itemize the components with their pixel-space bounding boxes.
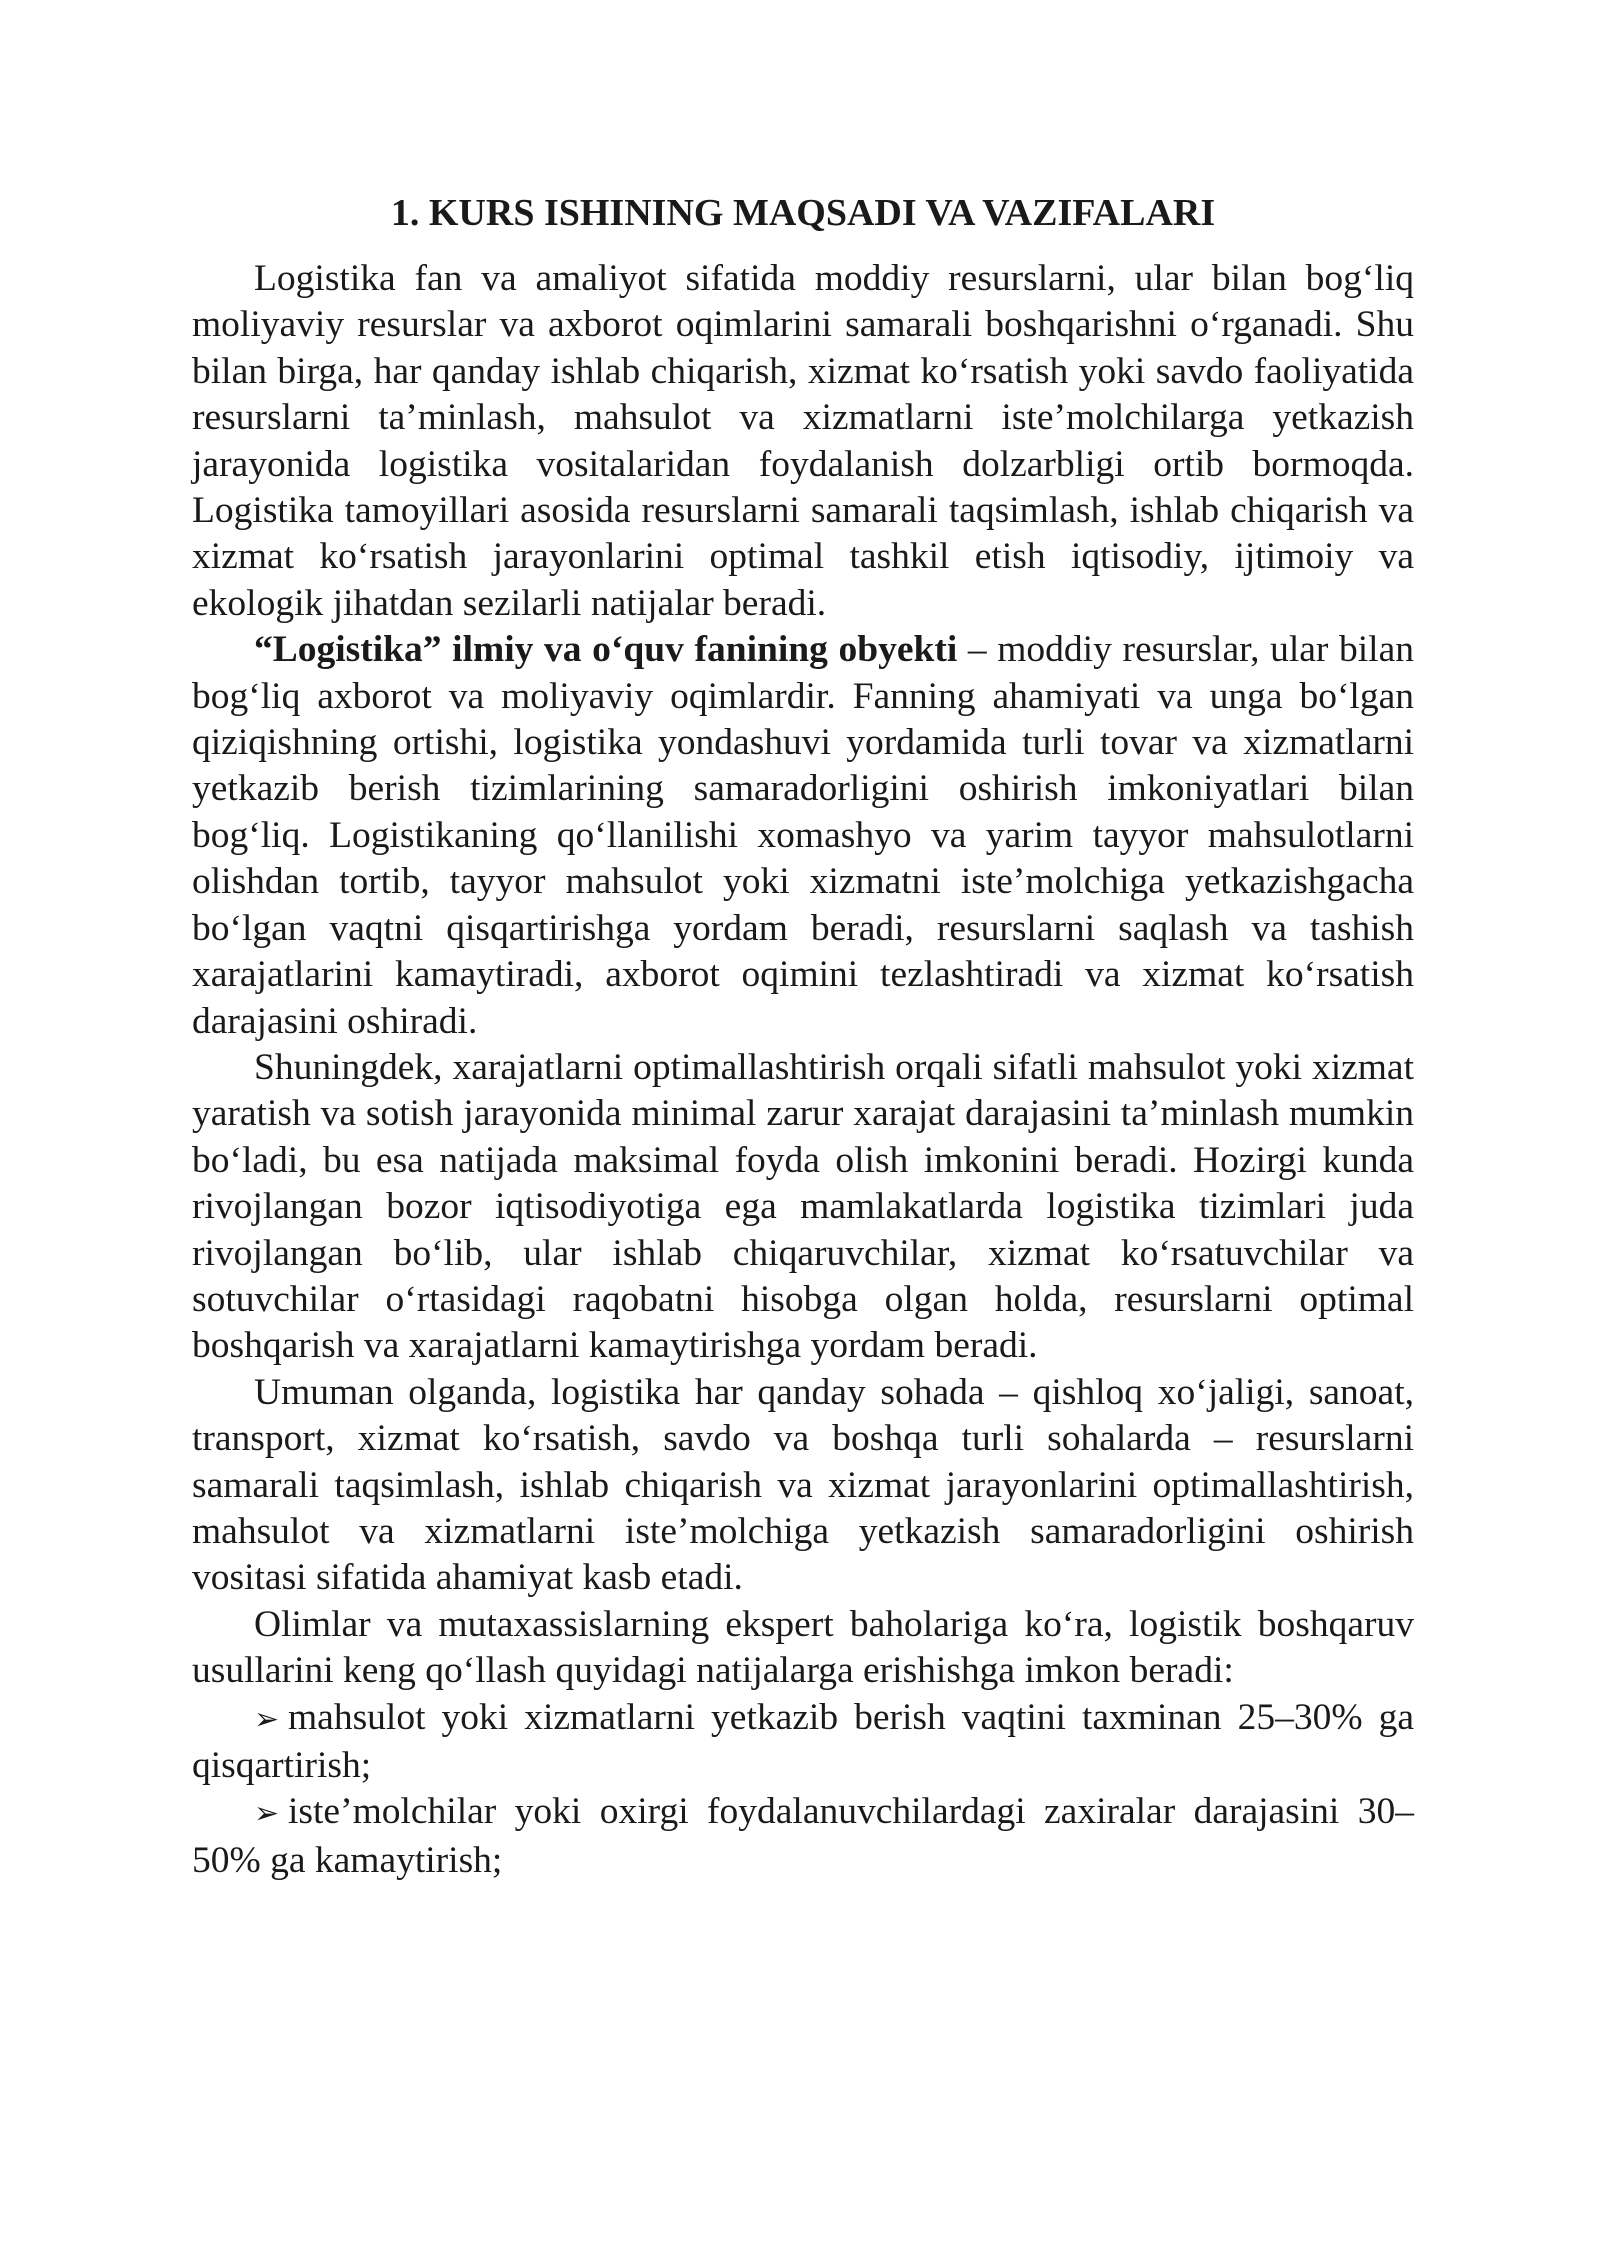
paragraph-2-bold-term: “Logistika” ilmiy va o‘quv fanining obyekti <box>254 629 958 671</box>
list-item-text: mahsulot yoki xizmatlarni yetkazib berish vaqtini taxminan 25–30% ga qisqartirish; <box>192 1696 1414 1786</box>
paragraph-2 <box>192 627 1414 1045</box>
section-title: 1. KURS ISHINING MAQSADI VA VAZIFALARI <box>390 192 1216 234</box>
paragraph-1-text: Logistika fan va amaliyot sifatida moddiy resurslarni, ular bilan bog‘liq moliyaviy resurslar va axborot oqimlarini samarali boshqarishni o‘rganadi. Shu bilan birga, har qanday ishlab chiqarish, xizmat ko‘rsatish yoki savdo faoliyatida resurslarni ta’minlash, mahsulot va xizmatlarni iste’molchilarga yetkazish jarayonida logistika vositalaridan foydalanish dolzarbligi ortib bormoqda. Logistika tamoyillari asosida resurslarni samarali taqsimlash, ishlab chiqarish va xizmat ko‘rsatish jarayonlarini optimal tashkil etish iqtisodiy, ijtimoiy va ekologik jihatdan sezilarli natijalar beradi. <box>192 258 1414 624</box>
paragraph-3-text: Shuningdek, xarajatlarni optimallashtirish orqali sifatli mahsulot yoki xizmat yaratish va sotish jarayonida minimal zarur xarajat darajasini ta’minlash mumkin bo‘ladi, bu esa natijada maksimal foyda olish imkonini beradi. Hozirgi kunda rivojlangan bozor iqtisodiyotiga ega mamlakatlarda logistika tizimlari juda rivojlangan bo‘lib, ular ishlab chiqaruvchilar, xizmat ko‘rsatuvchilar va sotuvchilar o‘rtasidagi raqobatni hisobga olgan holda, resurslarni optimal boshqarish va xarajatlarni kamaytirishga yordam beradi. <box>192 1046 1414 1367</box>
paragraph-5-text: Olimlar va mutaxassislarning ekspert baholariga ko‘ra, logistik boshqaruv usullarini keng qo‘llash quyidagi natijalarga erishishga imkon beradi: <box>192 1603 1414 1692</box>
paragraph-5 <box>192 1602 1414 1695</box>
paragraph-1 <box>192 256 1414 627</box>
arrow-bullet-icon: ➢ <box>254 1701 280 1737</box>
list-item <box>192 1695 1414 1790</box>
arrow-bullet-icon: ➢ <box>254 1796 280 1832</box>
paragraph-4-text: Umuman olganda, logistika har qanday sohada – qishloq xo‘jaligi, sanoat, transport, xizmat ko‘rsatish, savdo va boshqa turli sohalarda – resurslarni samarali taqsimlash, ishlab chiqarish va xizmat jarayonlarini optimallashtirish, mahsulot va xizmatlarni iste’molchiga yetkazish samaradorligini oshirish vositasi sifatida ahamiyat kasb etadi. <box>192 1371 1414 1599</box>
list-item-text: iste’molchilar yoki oxirgi foydalanuvchilardagi zaxiralar darajasini 30–50% ga kamaytirish; <box>192 1791 1414 1881</box>
list-item <box>192 1789 1414 1884</box>
paragraph-4 <box>192 1370 1414 1602</box>
paragraph-3 <box>192 1045 1414 1370</box>
paragraph-2-text: – moddiy resurslar, ular bilan bog‘liq axborot va moliyaviy oqimlardir. Fanning ahamiyati va unga bo‘lgan qiziqishning ortishi, logistika yondashuvi yordamida turli tovar va xizmatlarni yetkazib berish tizimlarining samaradorligini oshirish imkoniyatlari bilan bog‘liq. Logistikaning qo‘llanilishi xomashyo va yarim tayyor mahsulotlarni olishdan tortib, tayyor mahsulot yoki xizmatni iste’molchiga yetkazishgacha bo‘lgan vaqtni qisqartirishga yordam beradi, resurslarni saqlash va tashish xarajatlarini kamaytiradi, axborot oqimini tezlashtiradi va xizmat ko‘rsatish darajasini oshiradi. <box>192 629 1414 1042</box>
document-page <box>192 190 1414 1884</box>
